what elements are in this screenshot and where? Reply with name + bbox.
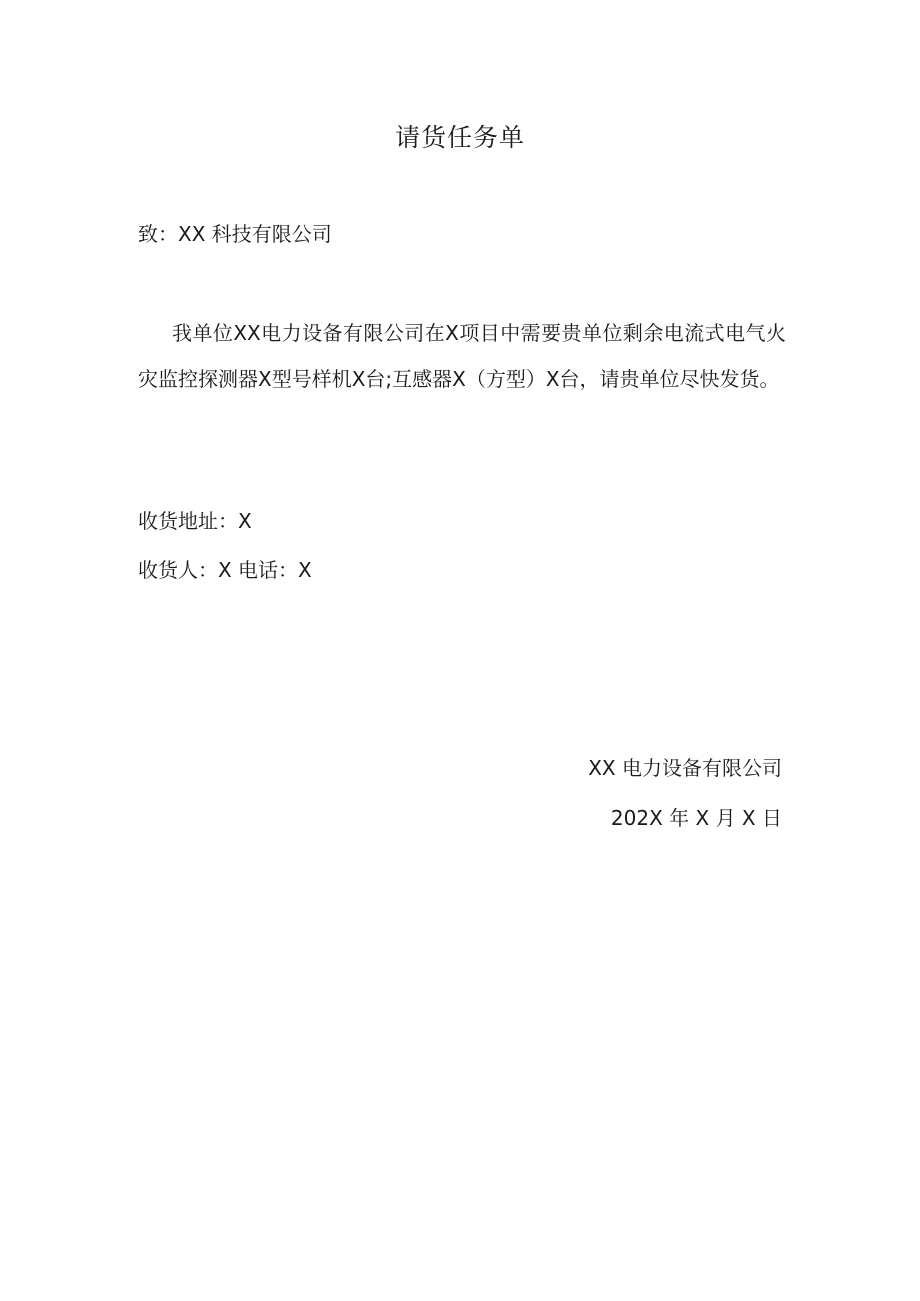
shipping-address: 收货地址：X xyxy=(138,509,252,533)
request-paragraph: 我单位XX电力设备有限公司在X项目中需要贵单位剩余电流式电气火灾监控探测器X型号样机X台;互感器X（方型）X台，请贵单位尽快发货。 xyxy=(138,321,786,391)
recipient-contact: 收货人：X 电话：X xyxy=(138,558,312,582)
addressee-line: 致：XX 科技有限公司 xyxy=(138,222,332,246)
document-date: 202X 年 X 月 X 日 xyxy=(610,806,782,830)
document-title: 请货任务单 xyxy=(394,123,525,152)
sender-company: XX 电力设备有限公司 xyxy=(588,756,782,780)
